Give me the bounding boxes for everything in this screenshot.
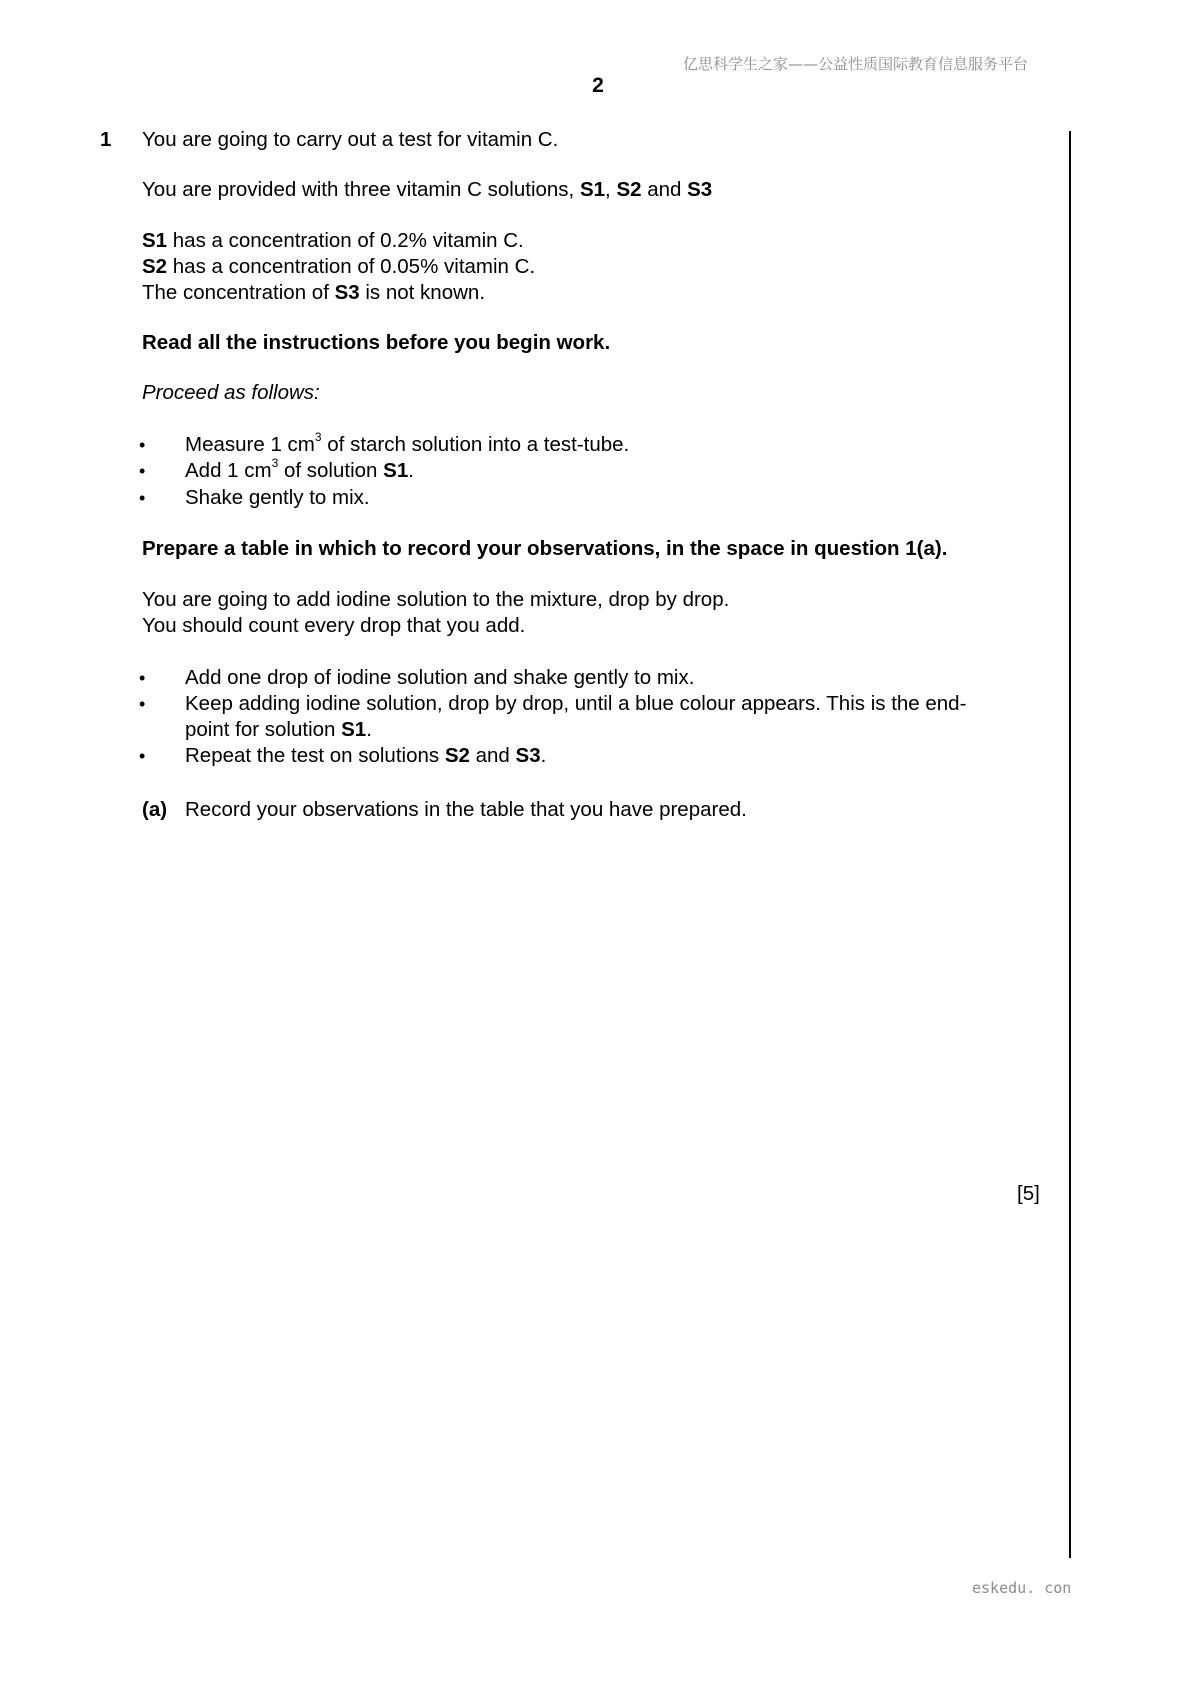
intro-text: You are going to carry out a test for vitamin C. xyxy=(142,128,559,151)
bullet-5: • xyxy=(139,694,146,714)
s3-label: S3 xyxy=(334,281,360,304)
step6-and: and xyxy=(469,744,516,767)
step-shake: Shake gently to mix. xyxy=(185,486,370,509)
solution-s3-label: S3 xyxy=(687,178,713,201)
step-measure-starch xyxy=(185,430,630,457)
question-number: 1 xyxy=(100,128,112,151)
step2-mid: of solution xyxy=(278,459,384,482)
watermark-footer: eskedu. con xyxy=(972,1579,1072,1597)
bullet-2: • xyxy=(139,461,146,481)
bullet-6: • xyxy=(139,746,146,766)
comma-separator: , xyxy=(605,178,617,201)
and-word: and xyxy=(641,178,688,201)
solution-s2-label: S2 xyxy=(616,178,642,201)
part-a-instruction: Record your observations in the table that you have prepared. xyxy=(185,798,747,821)
bullet-1: • xyxy=(139,435,146,455)
step6-end: . xyxy=(540,744,547,767)
superscript-3: 3 xyxy=(314,430,322,444)
watermark-header: 亿思科学生之家——公益性质国际教育信息服务平台 xyxy=(683,55,1029,73)
read-instructions-heading: Read all the instructions before you begin work. xyxy=(142,331,611,354)
step6-s2-label: S2 xyxy=(444,744,470,767)
bullet-3: • xyxy=(139,488,146,508)
part-a-label: (a) xyxy=(142,798,168,821)
step-keep-adding-line2 xyxy=(185,718,372,742)
step5-line2-end: . xyxy=(366,718,372,741)
s2-label: S2 xyxy=(142,255,168,278)
solutions-line xyxy=(142,178,712,202)
step5-s1-label: S1 xyxy=(341,718,367,741)
s3-concentration-post: is not known. xyxy=(359,281,486,304)
bullet-4: • xyxy=(139,668,146,688)
step-repeat-test xyxy=(185,744,546,768)
step6-s3-label: S3 xyxy=(515,744,541,767)
step-add-iodine: Add one drop of iodine solution and shake gently to mix. xyxy=(185,666,695,689)
step2-pre: Add 1 cm xyxy=(185,459,272,482)
iodine-intro-line1: You are going to add iodine solution to the mixture, drop by drop. xyxy=(142,588,730,611)
solution-s1-label: S1 xyxy=(579,178,606,201)
marks-allocation: [5] xyxy=(1017,1182,1040,1205)
concentration-s2 xyxy=(142,255,535,279)
margin-rule xyxy=(1069,131,1071,1558)
step-keep-adding-line1: Keep adding iodine solution, drop by drop, until a blue colour appears. This is the end- xyxy=(185,692,967,715)
proceed-text: Proceed as follows: xyxy=(142,381,320,404)
step2-s1-label: S1 xyxy=(383,459,409,482)
step2-end: . xyxy=(408,459,414,482)
step5-line2-pre: point for solution xyxy=(185,718,342,741)
superscript-3: 3 xyxy=(271,456,279,470)
step1-pre: Measure 1 cm xyxy=(185,433,315,456)
s1-label: S1 xyxy=(142,229,168,252)
concentration-s1 xyxy=(142,229,524,253)
s2-concentration-text: has a concentration of 0.05% vitamin C. xyxy=(167,255,536,278)
concentration-s3 xyxy=(142,281,485,305)
step1-post: of starch solution into a test-tube. xyxy=(321,433,630,456)
step6-pre: Repeat the test on solutions xyxy=(185,744,445,767)
s1-concentration-text: has a concentration of 0.2% vitamin C. xyxy=(167,229,524,252)
prepare-table-instruction: Prepare a table in which to record your observations, in the space in question 1(a). xyxy=(142,537,948,560)
step-add-s1 xyxy=(185,456,414,483)
iodine-intro-line2: You should count every drop that you add. xyxy=(142,614,526,637)
page-number: 2 xyxy=(592,74,604,97)
solutions-intro: You are provided with three vitamin C solutions, xyxy=(142,178,580,201)
s3-concentration-pre: The concentration of xyxy=(142,281,335,304)
